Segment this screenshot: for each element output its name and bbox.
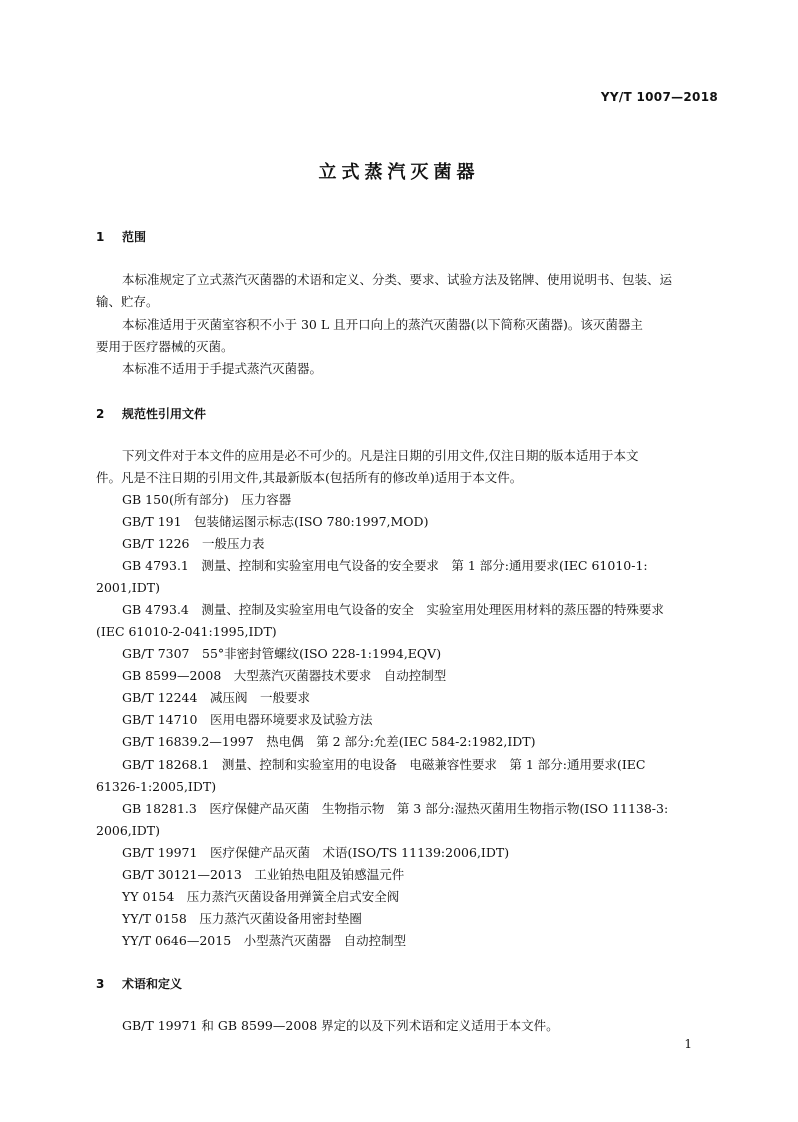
section-2-line: 件。凡是不注日期的引用文件,其最新版本(包括所有的修改单)适用于本文件。 xyxy=(96,470,523,485)
section-1-heading xyxy=(96,228,146,245)
reference-item: YY/T 0158 压力蒸汽灭菌设备用密封垫圈 xyxy=(122,911,362,926)
section-2-heading xyxy=(96,405,206,422)
page-title: 立式蒸汽灭菌器 xyxy=(318,162,480,183)
reference-item: GB/T 1226 一般压力表 xyxy=(122,536,265,551)
reference-item: GB 150(所有部分) 压力容器 xyxy=(122,492,292,507)
section-3-heading xyxy=(96,975,182,992)
section-2-line: 下列文件对于本文件的应用是必不可少的。凡是注日期的引用文件,仅注日期的版本适用于本文 xyxy=(122,448,639,463)
section-1-line: 要用于医疗器械的灭菌。 xyxy=(96,339,234,354)
reference-item: GB/T 14710 医用电器环境要求及试验方法 xyxy=(122,712,373,727)
page-number: 1 xyxy=(684,1037,692,1051)
reference-item: GB/T 18268.1 测量、控制和实验室用的电设备 电磁兼容性要求 第 1 部分:通用要求(IEC xyxy=(122,757,646,772)
document-code: YY/T 1007—2018 xyxy=(600,90,718,104)
reference-item: YY/T 0646—2015 小型蒸汽灭菌器 自动控制型 xyxy=(122,933,407,948)
reference-item: GB 4793.1 测量、控制和实验室用电气设备的安全要求 第 1 部分:通用要求(IEC 61010-1: xyxy=(122,558,648,573)
reference-item: GB/T 12244 减压阀 一般要求 xyxy=(122,690,310,705)
reference-item: GB 4793.4 测量、控制及实验室用电气设备的安全 实验室用处理医用材料的蒸压器的特殊要求 xyxy=(122,602,664,617)
reference-item-cont: 2001,IDT) xyxy=(96,580,160,595)
reference-item: GB 8599—2008 大型蒸汽灭菌器技术要求 自动控制型 xyxy=(122,668,447,683)
section-1-title: 范围 xyxy=(122,230,147,244)
section-3-line: GB/T 19971 和 GB 8599—2008 界定的以及下列术语和定义适用于本文件。 xyxy=(122,1018,559,1033)
reference-item: GB/T 191 包装储运图示标志(ISO 780:1997,MOD) xyxy=(122,514,429,529)
reference-item: GB/T 19971 医疗保健产品灭菌 术语(ISO/TS 11139:2006,IDT) xyxy=(122,845,510,860)
reference-item: GB/T 16839.2—1997 热电偶 第 2 部分:允差(IEC 584-2:1982,IDT) xyxy=(122,734,536,749)
section-1-line: 本标准不适用于手提式蒸汽灭菌器。 xyxy=(122,361,323,376)
section-1-line: 本标准适用于灭菌室容积不小于 30 L 且开口向上的蒸汽灭菌器(以下简称灭菌器)。该灭菌器主 xyxy=(122,317,643,332)
reference-item-cont: (IEC 61010-2-041:1995,IDT) xyxy=(96,624,277,639)
reference-item: GB/T 30121—2013 工业铂热电阻及铂感温元件 xyxy=(122,867,405,882)
reference-item: YY 0154 压力蒸汽灭菌设备用弹簧全启式安全阀 xyxy=(122,889,400,904)
section-3-number: 3 xyxy=(96,977,105,991)
section-1-number: 1 xyxy=(96,230,105,244)
section-2-title: 规范性引用文件 xyxy=(122,407,207,421)
reference-item-cont: 2006,IDT) xyxy=(96,823,160,838)
reference-item-cont: 61326-1:2005,IDT) xyxy=(96,779,217,794)
reference-item: GB 18281.3 医疗保健产品灭菌 生物指示物 第 3 部分:湿热灭菌用生物指示物(ISO 11138-3: xyxy=(122,801,669,816)
section-1-line: 本标准规定了立式蒸汽灭菌器的术语和定义、分类、要求、试验方法及铭牌、使用说明书、包装、运 xyxy=(122,272,673,287)
section-1-line: 输、贮存。 xyxy=(96,294,159,309)
section-2-number: 2 xyxy=(96,407,105,421)
section-3-title: 术语和定义 xyxy=(122,977,183,991)
reference-item: GB/T 7307 55°非密封管螺纹(ISO 228-1:1994,EQV) xyxy=(122,646,442,661)
